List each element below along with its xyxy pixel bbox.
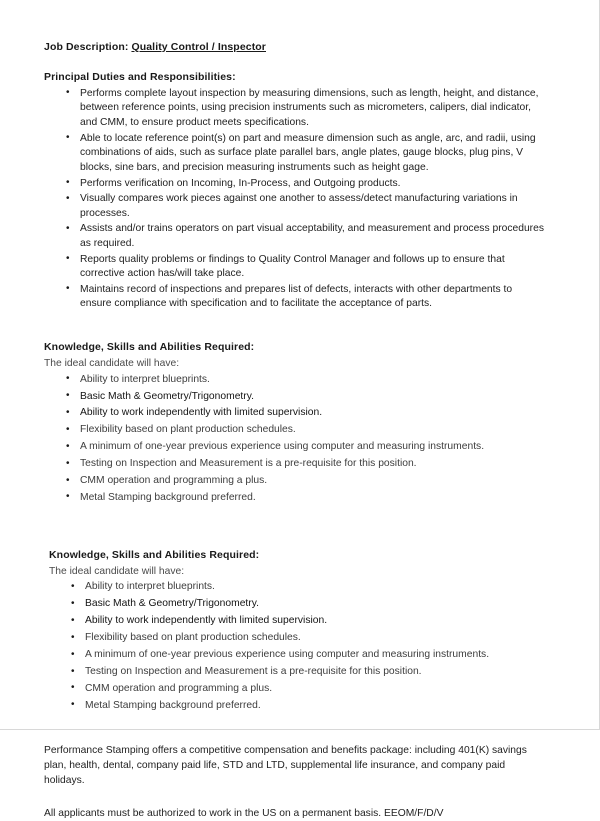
list-item: • Flexibility based on plant production schedules. <box>49 631 544 645</box>
job-title-value: Quality Control / Inspector <box>131 41 266 53</box>
principal-duties-section <box>44 70 544 312</box>
spacer <box>44 313 544 340</box>
knowledge-skills-lead-in: The ideal candidate will have: <box>49 565 185 577</box>
list-item: • Ability to interpret blueprints. <box>44 373 544 387</box>
list-item: • Metal Stamping background preferred. <box>44 491 544 505</box>
list-item: • Able to locate reference point(s) on part and measure dimension such as angle, arc, and radii, using combinations of aids, such as surface plate parallel bars, angle plates, gauge blocks, plug pins, V blocks, sine bars, and precision measuring instruments such as height gage. <box>44 132 544 176</box>
list-item: • Flexibility based on plant production schedules. <box>44 423 544 437</box>
eligibility-paragraph: All applicants must be authorized to work in the US on a permanent basis. EEOM/F/D/V <box>44 808 444 820</box>
knowledge-skills-heading: Knowledge, Skills and Abilities Required: <box>44 341 255 353</box>
job-description-label: Job Description: <box>44 41 129 53</box>
list-item: • Performs complete layout inspection by measuring dimensions, such as length, height, and distance, between reference points, using precision instruments such as micrometers, calipers, dial indicator, and CMM, to ensure product meets specifications. <box>44 87 544 131</box>
list-item: • Basic Math & Geometry/Trigonometry. <box>44 390 544 404</box>
list-item: • Reports quality problems or findings to Quality Control Manager and follows up to ensure that corrective action has/will take place. <box>44 253 544 282</box>
list-item: • Basic Math & Geometry/Trigonometry. <box>49 597 544 611</box>
list-item: • Performs verification on Incoming, In-Process, and Outgoing products. <box>44 177 544 192</box>
list-item: • Ability to work independently with limited supervision. <box>49 614 544 628</box>
list-item: • Testing on Inspection and Measurement is a pre-requisite for this position. <box>44 457 544 471</box>
principal-duties-list <box>44 87 544 312</box>
knowledge-skills-heading: Knowledge, Skills and Abilities Required: <box>49 548 260 561</box>
spacer <box>44 716 544 743</box>
list-item: • Maintains record of inspections and prepares list of defects, interacts with other departments to ensure compliance with specification and to facilitate the acceptance of parts. <box>44 283 544 312</box>
list-item: • Ability to work independently with limited supervision. <box>44 406 544 420</box>
knowledge-skills-section-1 <box>44 340 544 505</box>
list-item: • Metal Stamping background preferred. <box>49 699 544 713</box>
knowledge-skills-lead-in: The ideal candidate will have: <box>44 357 180 369</box>
list-item: • Testing on Inspection and Measurement is a pre-requisite for this position. <box>49 665 544 679</box>
benefits-paragraph: Performance Stamping offers a competitive compensation and benefits package: including 401(K) savings plan, health, dental, company paid life, STD and LTD, supplemental life insurance, and company paid holidays. <box>44 744 527 786</box>
spacer <box>44 508 544 548</box>
document-body <box>44 40 544 821</box>
principal-duties-heading: Principal Duties and Responsibilities: <box>44 71 236 84</box>
list-item: • A minimum of one-year previous experience using computer and measuring instruments. <box>44 440 544 454</box>
knowledge-skills-list <box>44 373 544 506</box>
list-item: • CMM operation and programming a plus. <box>49 682 544 696</box>
knowledge-skills-section-2 <box>44 548 544 713</box>
spacer <box>44 788 544 806</box>
list-item: • Visually compares work pieces against one another to assess/detect manufacturing variations in processes. <box>44 192 544 221</box>
list-item: • Assists and/or trains operators on part visual acceptability, and measurement and process procedures as required. <box>44 222 544 251</box>
list-item: • Ability to interpret blueprints. <box>49 580 544 594</box>
list-item: • CMM operation and programming a plus. <box>44 474 544 488</box>
knowledge-skills-list <box>49 580 544 713</box>
page-title <box>44 40 544 54</box>
list-item: • A minimum of one-year previous experience using computer and measuring instruments. <box>49 648 544 662</box>
